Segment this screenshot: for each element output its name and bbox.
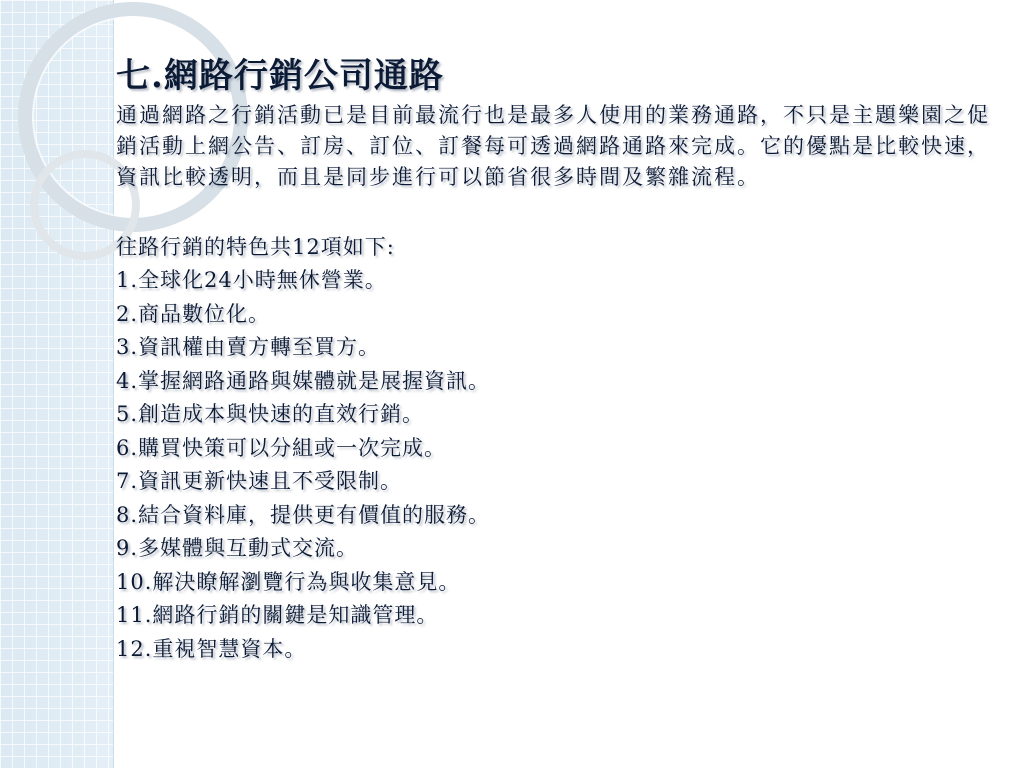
feature-item: 12.重視智慧資本。 — [116, 636, 307, 661]
feature-item: 5.創造成本與快速的直效行銷。 — [116, 402, 425, 426]
feature-item: 11.網路行銷的關鍵是知識管理。 — [116, 603, 439, 627]
intro-paragraph: 通過網路之行銷活動已是目前最流行也是最多人使用的業務通路，不只是主題樂園之促銷活動上網公告、訂房、訂位、訂餐每可透過網路通路來完成。它的優點是比較快速，資訊比較透明，而且是同步進行可以節省很多時間及繁雜流程。 — [116, 103, 990, 189]
slide-content — [116, 56, 1006, 666]
slide-title: 七.網路行銷公司通路 — [116, 56, 444, 96]
features-heading: 往路行銷的特色共12項如下: — [116, 235, 395, 259]
spacer — [116, 193, 1006, 231]
feature-item: 1.全球化24小時無休營業。 — [116, 268, 387, 292]
feature-item: 3.資訊權由賣方轉至買方。 — [116, 335, 381, 359]
feature-item: 7.資訊更新快速且不受限制。 — [116, 469, 403, 493]
feature-item: 6.購買快策可以分組或一次完成。 — [116, 435, 447, 460]
feature-list — [116, 264, 1006, 666]
feature-item: 10.解決瞭解瀏覽行為與收集意見。 — [116, 569, 461, 594]
feature-item: 2.商品數位化。 — [116, 301, 271, 326]
feature-item: 9.多媒體與互動式交流。 — [116, 536, 359, 560]
feature-item: 8.結合資料庫，提供更有價值的服務。 — [116, 502, 491, 527]
feature-item: 4.掌握網路通路與媒體就是展握資訊。 — [116, 368, 491, 393]
